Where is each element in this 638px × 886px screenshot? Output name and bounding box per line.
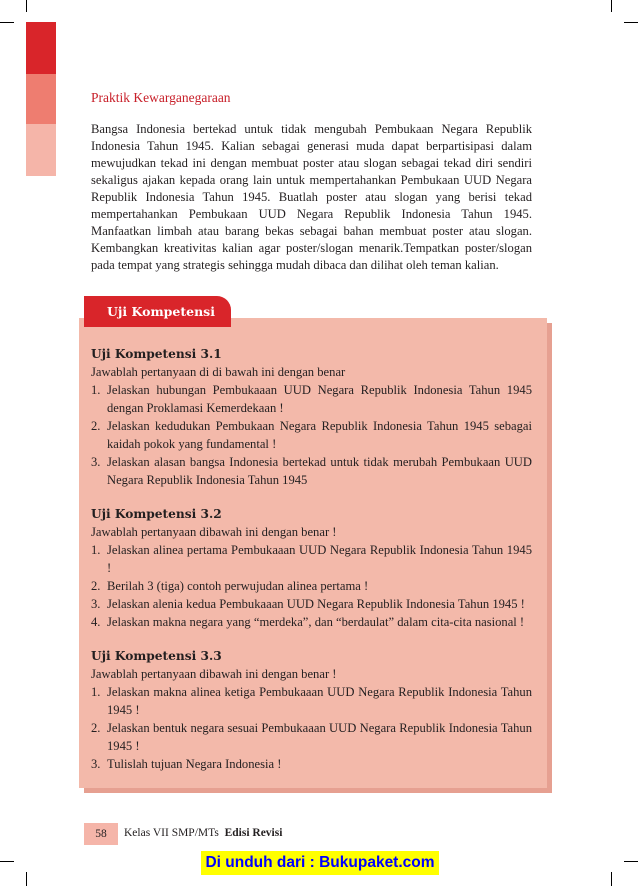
download-watermark: Di unduh dari : Bukupaket.com [201,851,439,875]
question-item [91,595,532,613]
question-number: 3. [91,455,101,469]
question-number: 2. [91,419,101,433]
crop-mark-tr-h [624,22,638,23]
question-item [91,755,532,773]
page-number: 58 [84,823,118,845]
crop-mark-br-v [611,872,612,886]
group-instruction: Jawablah pertanyaan dibawah ini dengan benar ! [91,525,337,539]
group-title: Uji Kompetensi 3.1 [91,347,222,361]
competency-tab: Uji Kompetensi [84,296,231,327]
group-title: Uji Kompetensi 3.3 [91,649,222,663]
question-text: Jelaskan makna negara yang “merdeka”, dan “berdaulat” dalam cita-cita nasional ! [107,615,525,629]
question-text: Jelaskan alasan bangsa Indonesia bertekad untuk tidak merubah Pembukaan UUD Negara Republik Indonesia Tahun 1945 [107,455,532,487]
group-instruction: Jawablah pertanyaan di di bawah ini dengan benar [91,365,346,379]
group-instruction: Jawablah pertanyaan dibawah ini dengan benar ! [91,667,337,681]
footer-book-info [124,827,282,839]
question-number: 3. [91,597,101,611]
question-text: Jelaskan alenia kedua Pembukaaan UUD Negara Republik Indonesia Tahun 1945 ! [107,597,525,611]
decor-strip-salmon [26,74,56,124]
question-number: 1. [91,543,101,557]
question-item [91,683,532,719]
question-text: Jelaskan hubungan Pembukaaan UUD Negara Republik Indonesia Tahun 1945 dengan Proklamasi Kemerdekaan ! [107,383,532,415]
question-number: 3. [91,757,101,771]
decor-strip-red [26,22,56,74]
question-item [91,613,532,631]
crop-mark-bl-v [26,872,27,886]
footer-edition: Edisi Revisi [224,827,283,839]
question-item [91,453,532,489]
question-text: Tulislah tujuan Negara Indonesia ! [107,757,282,771]
question-number: 1. [91,685,101,699]
crop-mark-bl-h [0,861,14,862]
group-title: Uji Kompetensi 3.2 [91,507,222,521]
question-item [91,381,532,417]
question-text: Berilah 3 (tiga) contoh perwujudan alinea pertama ! [107,579,369,593]
decor-strip-pink [26,124,56,176]
competency-content [91,345,532,789]
question-item [91,541,532,577]
footer-book-title: Kelas VII SMP/MTs [124,827,219,839]
crop-mark-tl-h [0,22,14,23]
question-text: Jelaskan bentuk negara sesuai Pembukaaan UUD Negara Republik Indonesia Tahun 1945 ! [107,721,532,753]
question-text: Jelaskan makna alinea ketiga Pembukaaan UUD Negara Republik Indonesia Tahun 1945 ! [107,685,532,717]
question-number: 4. [91,615,101,629]
question-text: Jelaskan kedudukan Pembukaan Negara Republik Indonesia Tahun 1945 sebagai kaidah pokok yang fundamental ! [107,419,532,451]
question-number: 1. [91,383,101,397]
question-text: Jelaskan alinea pertama Pembukaaan UUD Negara Republik Indonesia Tahun 1945 ! [107,543,532,575]
question-number: 2. [91,721,101,735]
question-item [91,577,532,595]
question-number: 2. [91,579,101,593]
crop-mark-tr-v [611,0,612,12]
question-item [91,719,532,755]
competency-group [91,345,532,489]
intro-paragraph: Bangsa Indonesia bertekad untuk tidak mengubah Pembukaan Negara Republik Indonesia Tahun 1945. Kalian sebagai generasi muda dapat berpartisipasi dalam mewujudkan tekad ini dengan membuat poster atau slogan sebagai tekad diri sendiri sekaligus ajakan kepada orang lain untuk mempertahankan Pembukaan UUD Negara Republik Indonesia Tahun 1945. Buatlah poster atau slogan yang berisi tekad mempertahankan Pembukaan UUD Negara Republik Indonesia Tahun 1945. Manfaatkan limbah atau barang bekas sebagai bahan membuat poster atau slogan. Kembangkan kreativitas kalian agar poster/slogan menarik.Tempatkan poster/slogan pada tempat yang strategis sehingga mudah dibaca dan dilihat oleh teman kalian. [91,122,532,272]
crop-mark-tl-v [26,0,27,12]
competency-group [91,647,532,773]
competency-group [91,505,532,631]
crop-mark-br-h [624,861,638,862]
question-item [91,417,532,453]
section-title: Praktik Kewarganegaraan [91,90,231,105]
